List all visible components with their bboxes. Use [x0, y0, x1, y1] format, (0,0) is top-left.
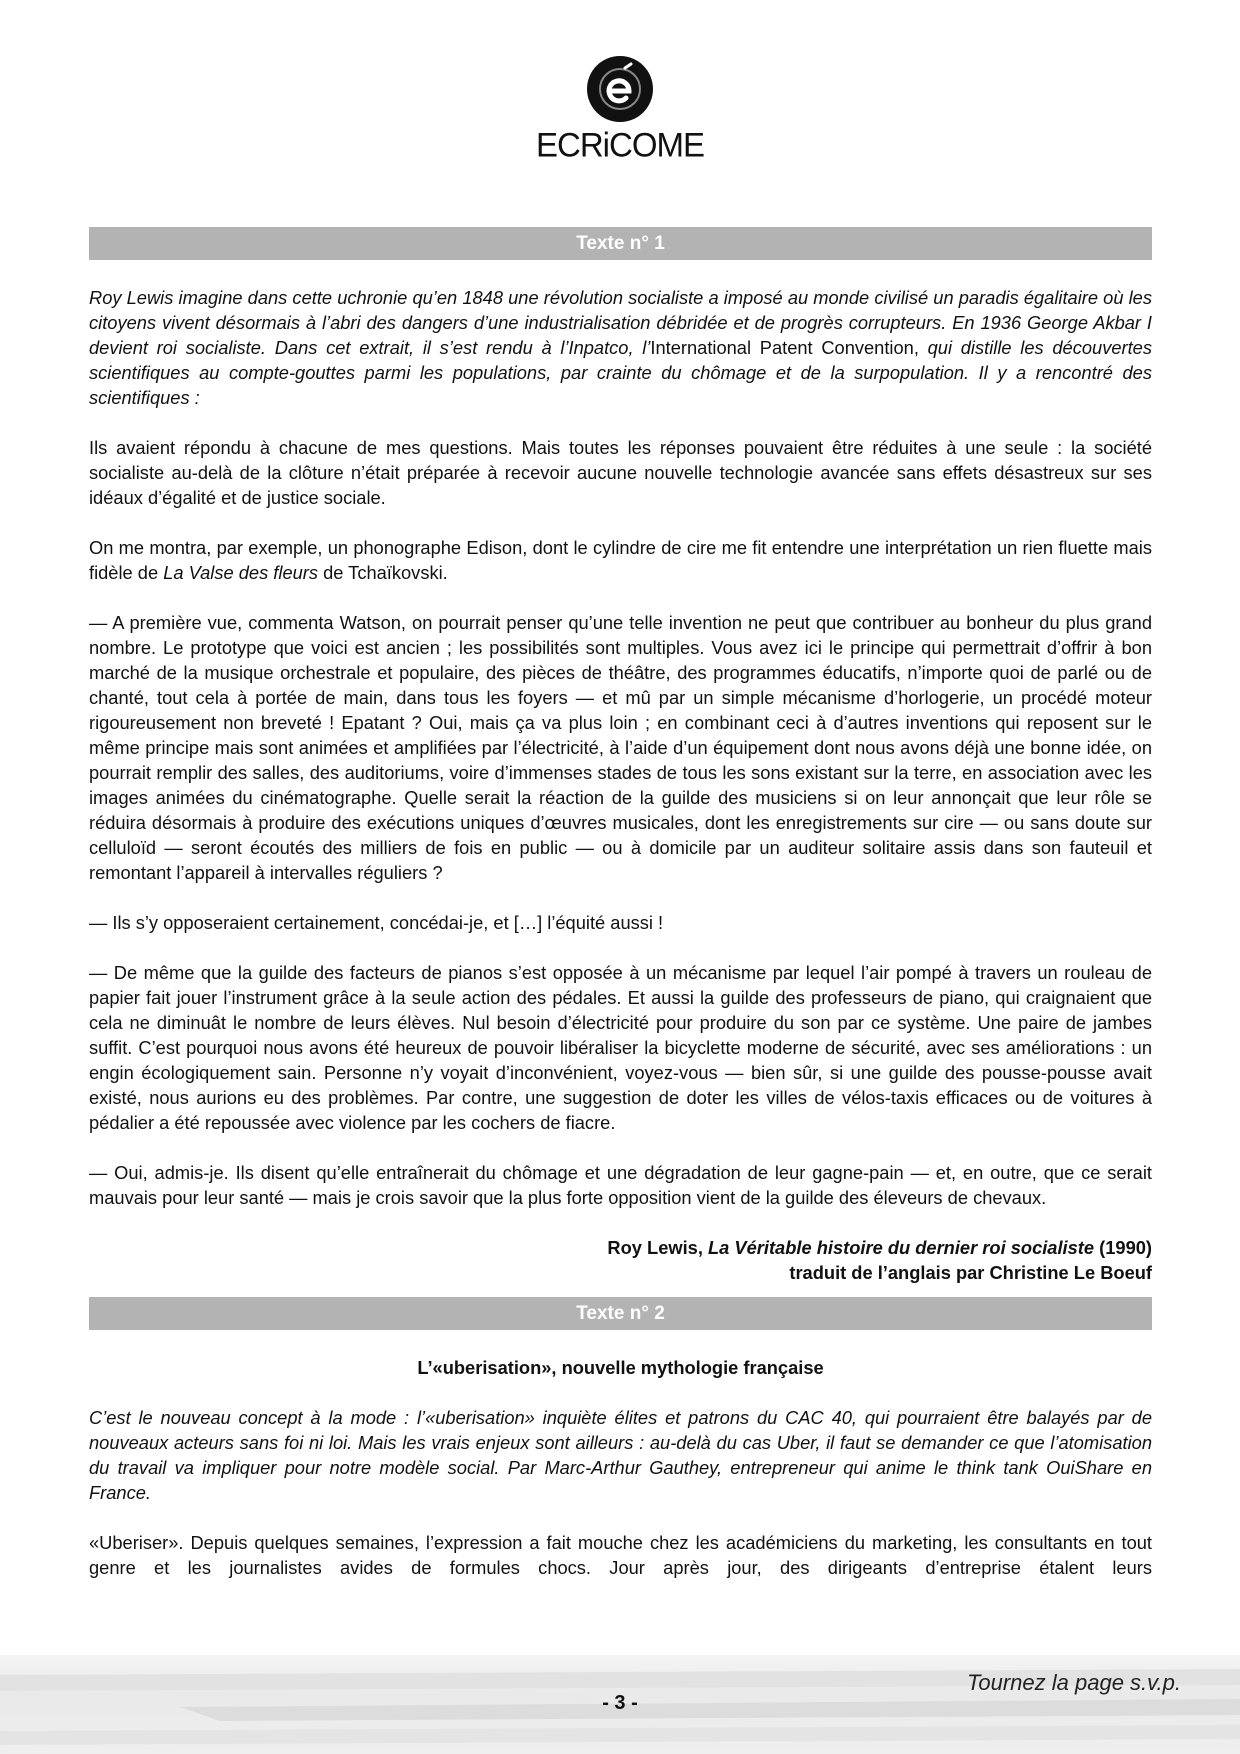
document-body: [89, 227, 1152, 1580]
text2-header-band: Texte n° 2: [89, 1297, 1152, 1330]
text2-paragraph-1: «Uberiser». Depuis quelques semaines, l’expression a fait mouche chez les académiciens du marketing, les consultants en tout genre et les journalistes avides de formules chocs. Jour après jour, des dirigeants d’entreprise étalent leurs: [89, 1532, 1152, 1578]
ecricome-logo-icon: [587, 56, 653, 122]
text1-paragraph-1: Ils avaient répondu à chacune de mes questions. Mais toutes les réponses pouvaient être réduites à une seule : la société socialiste au-delà de la clôture n’était préparée à recevoir aucune nouvelle technologie avancée sans effets désastreux sur ses idéaux d’égalité et de justice sociale.: [89, 437, 1152, 508]
text1-paragraph-3: — A première vue, commenta Watson, on pourrait penser qu’une telle invention ne peut que contribuer au bonheur du plus grand nombre. Le prototype que voici est ancien ; les possibilités sont multiples. Vous avez ici le principe qui permettrait d’offrir à bon marché de la musique orchestrale et populaire, des pièces de théâtre, des programmes éducatifs, n’importe quoi de parlé ou de chanté, tout cela à portée de main, dans tous les foyers — et mû par un simple mécanisme d’horlogerie, un procédé moteur rigoureusement non breveté ! Epatant ? Oui, mais ça va plus loin ; en combinant ceci à d’autres inventions qui reposent sur le même principe mais sont animées et amplifiées par l’électricité, à l’aide d’un équipement dont nous avons déjà une bonne idée, on pourrait remplir des salles, des auditoriums, voire d’immenses stades de tous les sons existant sur la terre, en association avec les images animées du cinématographe. Quelle serait la réaction de la guilde des musiciens si on leur annonçait que leur rôle se réduira désormais à produire des exécutions uniques d’œuvres musicales, dont les enregistrements sur cire — ou sans doute sur celluloïd — seront écoutés des milliers de fois en public — ou à domicile par un auditeur solitaire assis dans son fauteuil et remontant l’appareil à intervalles réguliers ?: [89, 612, 1152, 883]
ecricome-logo: [0, 56, 1240, 164]
page-number: - 3 -: [602, 1692, 638, 1714]
turn-page-note: Tournez la page s.v.p.: [966, 1670, 1181, 1695]
text2-introduction: C’est le nouveau concept à la mode : l’«uberisation» inquiète élites et patrons du CAC 40, qui pourraient être balayés par de nouveaux acteurs sans foi ni loi. Mais les vrais enjeux sont ailleurs : au-delà du cas Uber, il faut se demander ce que l’atomisation du travail va impliquer pour notre modèle social. Par Marc-Arthur Gauthey, entrepreneur qui anime le think tank OuiShare en France.: [89, 1407, 1152, 1503]
text1-source: Roy Lewis, La Véritable histoire du dernier roi socialiste (1990) traduit de l’anglais par Christine Le Boeuf: [607, 1237, 1152, 1283]
text1-header-band: Texte n° 1: [89, 227, 1152, 260]
text1-introduction: Roy Lewis imagine dans cette uchronie qu’en 1848 une révolution socialiste a imposé au monde civilisé un paradis égalitaire où les citoyens vivent désormais à l’abri des dangers d’une industrialisation débridée et de progrès corrupteurs. En 1936 George Akbar I devient roi socialiste. Dans cet extrait, il s’est rendu à l’Inpatco, l’International Patent Convention, qui distille les découvertes scientifiques au compte-gouttes parmi les populations, par crainte du chômage et de la surpopulation. Il y a rencontré des scientifiques :: [89, 287, 1152, 408]
text2-title: L’«uberisation», nouvelle mythologie française: [417, 1357, 824, 1378]
ecricome-wordmark: ECRiCOME: [535, 125, 704, 164]
text1-paragraph-5: — De même que la guilde des facteurs de pianos s’est opposée à un mécanisme par lequel l’air pompé à travers un rouleau de papier fait jouer l’instrument grâce à la seule action des pédales. Et aussi la guilde des professeurs de piano, qui craignaient que cela ne diminuât le nombre de leurs élèves. Nul besoin d’électricité pour produire du son par ce système. Une paire de jambes suffit. C’est pourquoi nous avons été heureux de pouvoir libéraliser la bicyclette moderne de sécurité, avec ses améliorations : un engin écologiquement sain. Personne n’y voyait d’inconvénient, voyez-vous — bien sûr, si une guilde des pousse-pousse avait existé, nous aurions eu des problèmes. Par contre, une suggestion de doter les villes de vélos-taxis efficaces ou de voitures à pédalier a été repoussée avec violence par les cochers de fiacre.: [89, 962, 1152, 1133]
text1-paragraph-2: On me montra, par exemple, un phonographe Edison, dont le cylindre de cire me fit entendre une interprétation un rien fluette mais fidèle de La Valse des fleurs de Tchaïkovski.: [89, 537, 1152, 583]
text1-paragraph-4: — Ils s’y opposeraient certainement, concédai-je, et […] l’équité aussi !: [89, 912, 664, 933]
text1-paragraph-6: — Oui, admis-je. Ils disent qu’elle entraînerait du chômage et une dégradation de leur gagne-pain — et, en outre, que ce serait mauvais pour leur santé — mais je crois savoir que la plus forte opposition vient de la guilde des éleveurs de chevaux.: [89, 1162, 1152, 1208]
